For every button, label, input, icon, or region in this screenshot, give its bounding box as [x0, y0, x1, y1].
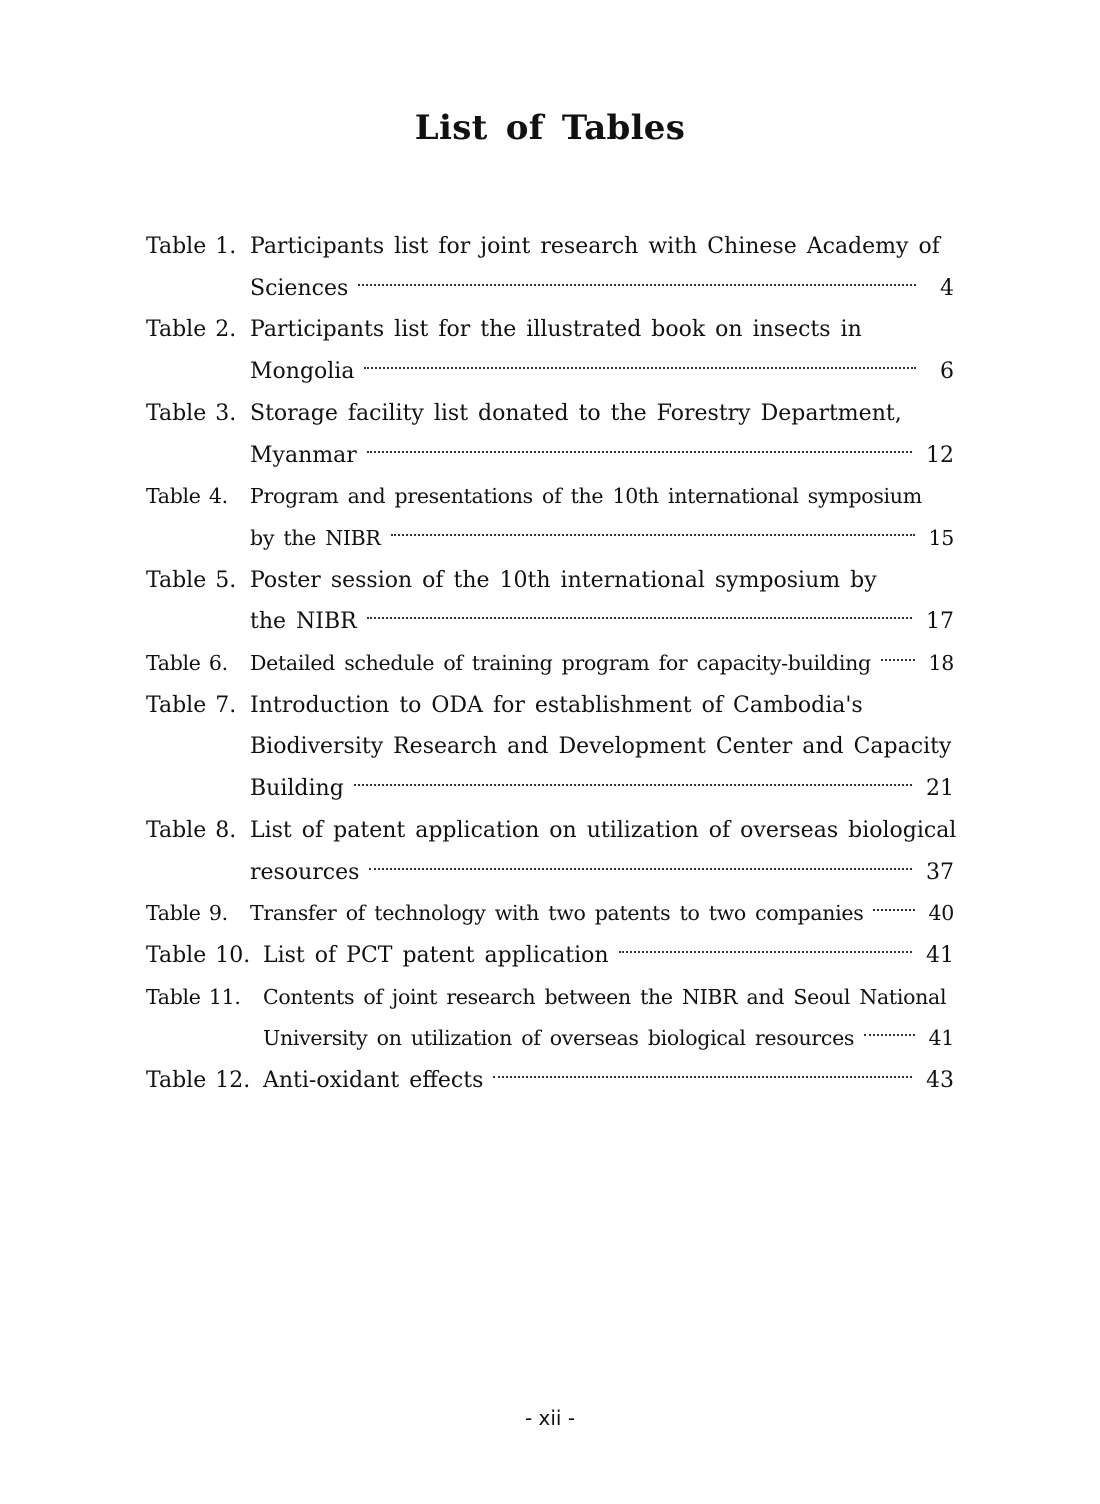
entry-title-line: List of patent application on utilization of overseas biological	[250, 817, 957, 843]
toc-entry-table-2[interactable]	[146, 309, 954, 392]
page-number: 40	[928, 901, 954, 926]
toc-entry-table-10[interactable]	[146, 935, 954, 977]
page-number: 4	[940, 275, 954, 301]
toc-entry-table-12[interactable]	[146, 1060, 954, 1102]
entry-title-line: Mongolia	[250, 359, 355, 385]
entry-title-line: by the NIBR	[250, 525, 381, 550]
entry-label: Table 3.	[146, 400, 237, 426]
entry-label: Table 10.	[146, 942, 251, 968]
page-footer: - xii -	[524, 1406, 576, 1430]
table-list	[146, 226, 957, 1102]
toc-entry-table-1[interactable]	[146, 226, 954, 309]
page-number: 41	[926, 942, 954, 968]
dot-leader	[358, 284, 916, 286]
dot-leader	[367, 451, 912, 453]
entry-title-line: Transfer of technology with two patents to two companies	[250, 901, 864, 926]
page-title: List of Tables	[414, 108, 686, 148]
entry-title-line: Biodiversity Research and Development Center and Capacity	[250, 734, 952, 760]
entry-label: Table 11.	[146, 984, 241, 1009]
page-number: 21	[926, 776, 954, 802]
entry-title-line: resources	[250, 859, 360, 885]
page-number: 15	[928, 525, 954, 550]
dot-leader	[873, 909, 914, 911]
entry-label: Table 7.	[146, 692, 237, 718]
entry-title-line: Participants list for the illustrated book on insects in	[250, 317, 862, 343]
entry-title-line: the NIBR	[250, 609, 357, 635]
dot-leader	[367, 617, 912, 619]
dot-leader	[619, 951, 912, 953]
entry-label: Table 12.	[146, 1068, 251, 1094]
page-number: 12	[926, 442, 954, 468]
toc-entry-table-5[interactable]	[146, 560, 954, 643]
entry-label: Table 5.	[146, 567, 237, 593]
entry-title-line: Introduction to ODA for establishment of Cambodia's	[250, 692, 863, 718]
entry-label: Table 1.	[146, 234, 237, 259]
entry-label: Table 9.	[146, 901, 228, 926]
page-number: 17	[926, 609, 954, 635]
page-number: 6	[940, 359, 954, 385]
entry-title-line: Storage facility list donated to the Forestry Department,	[250, 400, 902, 426]
entry-title-line: Building	[250, 776, 344, 802]
dot-leader	[493, 1076, 912, 1078]
entry-title-line: Participants list for joint research with Chinese Academy of	[250, 234, 940, 259]
page-number: 41	[928, 1026, 954, 1051]
entry-title-line: Program and presentations of the 10th international symposium	[250, 484, 922, 509]
entry-title-line: Detailed schedule of training program for capacity-building	[250, 651, 871, 676]
entry-title-line: Anti-oxidant effects	[263, 1068, 484, 1094]
entry-title-line: Sciences	[250, 275, 349, 301]
entry-label: Table 4.	[146, 484, 228, 509]
dot-leader	[364, 367, 916, 369]
toc-entry-table-7[interactable]	[146, 685, 954, 810]
page-number: 37	[926, 859, 954, 885]
entry-title-line: List of PCT patent application	[263, 942, 609, 968]
toc-entry-table-9[interactable]	[146, 893, 954, 935]
entry-title-line: Poster session of the 10th international symposium by	[250, 567, 877, 593]
toc-entry-table-6[interactable]	[146, 643, 954, 685]
entry-label: Table 2.	[146, 317, 237, 343]
entry-label: Table 6.	[146, 651, 228, 676]
entry-title-line: Myanmar	[250, 442, 357, 468]
toc-entry-table-8[interactable]	[146, 810, 957, 893]
page-number: 18	[928, 651, 954, 676]
dot-leader	[864, 1034, 914, 1036]
entry-title-line: University on utilization of overseas biological resources	[263, 1026, 855, 1051]
page-number: 43	[926, 1068, 954, 1094]
toc-entry-table-3[interactable]	[146, 393, 954, 476]
toc-entry-table-11[interactable]	[146, 977, 954, 1060]
toc-entry-table-4[interactable]	[146, 476, 954, 559]
dot-leader	[369, 868, 912, 870]
dot-leader	[354, 784, 912, 786]
dot-leader	[881, 659, 915, 661]
entry-label: Table 8.	[146, 817, 237, 843]
entry-title-line: Contents of joint research between the NIBR and Seoul National	[263, 984, 947, 1009]
dot-leader	[391, 534, 915, 536]
